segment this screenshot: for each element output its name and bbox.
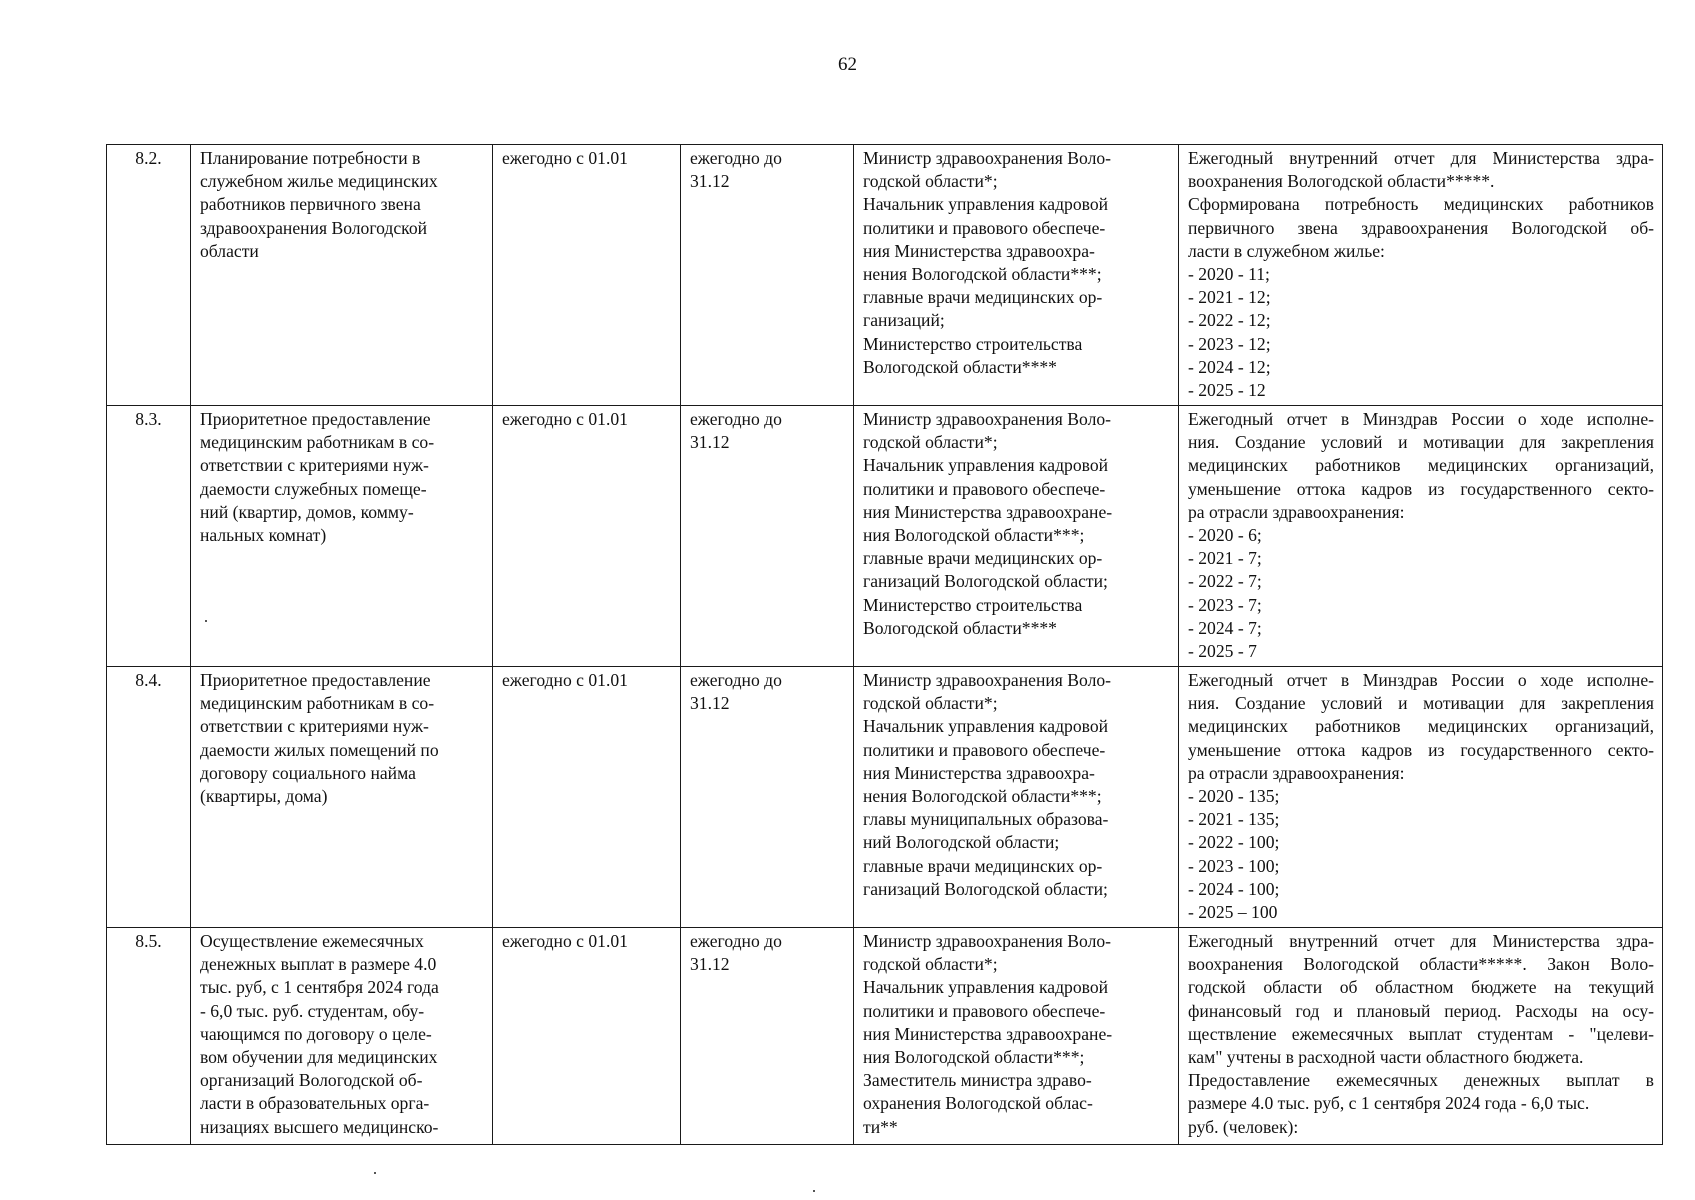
cell-text-line: политики и правового обеспече-	[863, 739, 1106, 760]
cell-text-line: Начальник управления кадровой	[863, 716, 1109, 737]
cell-text-line: уменьшение оттока кадров из государственного секто-	[1188, 478, 1654, 499]
item-number-cell: 8.2.	[107, 145, 191, 406]
cell-text-line: ганизаций Вологодской области;	[863, 571, 1108, 592]
cell-text-line: годской области*;	[863, 432, 998, 453]
cell-text-line: Приоритетное предоставление	[200, 409, 431, 429]
scan-speck	[374, 1172, 376, 1174]
cell-text-line: главные врачи медицинских ор-	[863, 287, 1103, 308]
cell-text-line: служебном жилье медицинских	[200, 171, 438, 192]
cell-text-line: - 2025 – 100	[1188, 902, 1278, 923]
event-name-cell	[191, 928, 493, 1145]
cell-text-line: (квартиры, дома)	[200, 786, 328, 807]
cell-text-line: годской области*;	[863, 954, 998, 975]
cell-text-line: ежегодно до	[690, 148, 782, 168]
cell-text-line: чающимся по договору о целе-	[200, 1023, 432, 1044]
cell-text-line: - 2022 - 100;	[1188, 832, 1280, 853]
cell-text-line: Приоритетное предоставление	[200, 670, 431, 690]
cell-text-line: ласти в образовательных орга-	[200, 1093, 430, 1114]
scan-speck	[205, 620, 207, 622]
cell-text-line: ния. Создание условий и мотивации для закрепления	[1188, 432, 1654, 453]
cell-text-line: Министерство строительства	[863, 594, 1083, 615]
cell-text-line: Начальник управления кадровой	[863, 194, 1109, 215]
responsible-cell	[854, 928, 1179, 1145]
cell-text-line: уменьшение оттока кадров из государственного секто-	[1188, 739, 1654, 760]
item-number-cell: 8.5.	[107, 928, 191, 1145]
cell-text-line: - 2022 - 7;	[1188, 571, 1262, 592]
cell-text-line: первичного звена здравоохранения Вологодской об-	[1188, 217, 1654, 238]
cell-text-line: кам" учтены в расходной части областного бюджета.	[1188, 1047, 1584, 1068]
responsible-cell	[854, 667, 1179, 928]
cell-text-line: - 2020 - 135;	[1188, 786, 1280, 807]
cell-text-line: размере 4.0 тыс. руб, с 1 сентября 2024 года - 6,0 тыс.	[1188, 1093, 1590, 1114]
cell-text-line: ежегодно до	[690, 409, 782, 429]
action-plan-table	[106, 144, 1663, 1145]
cell-text-line: ежегодно до	[690, 931, 782, 951]
cell-text-line: ния Вологодской области***;	[863, 1047, 1085, 1068]
cell-text-line: медицинских работников медицинских организаций,	[1188, 455, 1654, 476]
cell-text-line: Министр здравоохранения Воло-	[863, 409, 1112, 429]
event-name-cell	[191, 145, 493, 406]
cell-text-line: Вологодской области****	[863, 356, 1057, 377]
cell-text-line: Заместитель министра здраво-	[863, 1070, 1092, 1091]
cell-text-line: ответствии с критериями нуж-	[200, 455, 429, 476]
cell-text-line: руб. (человек):	[1188, 1116, 1299, 1137]
item-number-cell: 8.3.	[107, 406, 191, 667]
table-body	[107, 145, 1663, 1145]
cell-text-line: воохранения Вологодской области*****.	[1188, 171, 1495, 192]
end-date-cell	[681, 928, 854, 1145]
cell-text-line: ганизаций Вологодской области;	[863, 878, 1108, 899]
cell-text-line: - 2021 - 135;	[1188, 809, 1280, 830]
cell-text-line: 31.12	[690, 432, 730, 453]
cell-text-line: главные врачи медицинских ор-	[863, 548, 1103, 569]
cell-text-line: низациях высшего медицинско-	[200, 1116, 439, 1137]
cell-text-line: Ежегодный отчет в Минздрав России о ходе исполне-	[1188, 409, 1654, 429]
table-row	[107, 406, 1663, 667]
cell-text-line: нальных комнат)	[200, 525, 327, 546]
cell-text-line: ти**	[863, 1116, 898, 1137]
cell-text-line: главные врачи медицинских ор-	[863, 855, 1103, 876]
cell-text-line: годской области*;	[863, 693, 998, 714]
cell-text-line: годской области*;	[863, 171, 998, 192]
cell-text-line: политики и правового обеспече-	[863, 217, 1106, 238]
start-date-cell: ежегодно с 01.01	[493, 145, 681, 406]
cell-text-line: ния Министерства здравоохра-	[863, 240, 1095, 261]
cell-text-line: ответствии с критериями нуж-	[200, 716, 429, 737]
cell-text-line: ния Министерства здравоохране-	[863, 501, 1113, 522]
scan-speck	[813, 1190, 815, 1192]
cell-text-line: Министр здравоохранения Воло-	[863, 931, 1112, 951]
event-name-cell	[191, 667, 493, 928]
cell-text-line: Предоставление ежемесячных денежных выплат в	[1188, 1070, 1654, 1091]
cell-text-line: Ежегодный отчет в Минздрав России о ходе исполне-	[1188, 670, 1654, 690]
cell-text-line: ний (квартир, домов, комму-	[200, 501, 414, 522]
cell-text-line: - 2024 - 100;	[1188, 878, 1280, 899]
responsible-cell	[854, 406, 1179, 667]
table-row	[107, 667, 1663, 928]
cell-text-line: 31.12	[690, 171, 730, 192]
cell-text-line: организаций Вологодской об-	[200, 1070, 423, 1091]
cell-text-line: Вологодской области****	[863, 617, 1057, 638]
expected-result-cell	[1179, 928, 1663, 1145]
expected-result-cell	[1179, 145, 1663, 406]
cell-text-line: годской области об областном бюджете на текущий	[1188, 977, 1654, 998]
responsible-cell	[854, 145, 1179, 406]
cell-text-line: - 2024 - 7;	[1188, 617, 1262, 638]
cell-text-line: ния Министерства здравоохране-	[863, 1023, 1113, 1044]
cell-text-line: Ежегодный внутренний отчет для Министерства здра-	[1188, 148, 1654, 168]
cell-text-line: - 2025 - 7	[1188, 641, 1257, 662]
cell-text-line: тыс. руб, с 1 сентября 2024 года	[200, 977, 439, 998]
cell-text-line: ра отрасли здравоохранения:	[1188, 501, 1405, 522]
cell-text-line: договору социального найма	[200, 762, 416, 783]
cell-text-line: Ежегодный внутренний отчет для Министерства здра-	[1188, 931, 1654, 951]
table-row	[107, 145, 1663, 406]
cell-text-line: ганизаций;	[863, 310, 945, 331]
cell-text-line: даемости жилых помещений по	[200, 739, 439, 760]
cell-text-line: - 2023 - 12;	[1188, 333, 1271, 354]
cell-text-line: - 2023 - 7;	[1188, 594, 1262, 615]
cell-text-line: Министерство строительства	[863, 333, 1083, 354]
cell-text-line: - 2025 - 12	[1188, 380, 1266, 401]
cell-text-line: политики и правового обеспече-	[863, 478, 1106, 499]
cell-text-line: медицинским работникам в со-	[200, 432, 435, 453]
cell-text-line: главы муниципальных образова-	[863, 809, 1109, 830]
cell-text-line: ния Министерства здравоохра-	[863, 762, 1095, 783]
cell-text-line: ний Вологодской области;	[863, 832, 1060, 853]
cell-text-line: вом обучении для медицинских	[200, 1047, 438, 1068]
cell-text-line: денежных выплат в размере 4.0	[200, 954, 437, 975]
cell-text-line: работников первичного звена	[200, 194, 421, 215]
cell-text-line: финансовый год и плановый период. Расходы на осу-	[1188, 1000, 1654, 1021]
cell-text-line: даемости служебных помеще-	[200, 478, 427, 499]
cell-text-line: 31.12	[690, 954, 730, 975]
cell-text-line: ласти в служебном жилье:	[1188, 240, 1385, 261]
cell-text-line: Планирование потребности в	[200, 148, 421, 168]
cell-text-line: - 2022 - 12;	[1188, 310, 1271, 331]
item-number-cell: 8.4.	[107, 667, 191, 928]
expected-result-cell	[1179, 667, 1663, 928]
cell-text-line: ежегодно до	[690, 670, 782, 690]
cell-text-line: Осуществление ежемесячных	[200, 931, 424, 951]
cell-text-line: Сформирована потребность медицинских работников	[1188, 194, 1654, 215]
cell-text-line: медицинским работникам в со-	[200, 693, 435, 714]
table-row	[107, 928, 1663, 1145]
cell-text-line: медицинских работников медицинских организаций,	[1188, 716, 1654, 737]
cell-text-line: Министр здравоохранения Воло-	[863, 670, 1112, 690]
cell-text-line: - 2021 - 12;	[1188, 287, 1271, 308]
start-date-cell: ежегодно с 01.01	[493, 928, 681, 1145]
cell-text-line: ния Вологодской области***;	[863, 525, 1085, 546]
cell-text-line: - 2020 - 11;	[1188, 264, 1270, 285]
cell-text-line: 31.12	[690, 693, 730, 714]
cell-text-line: ществление ежемесячных выплат студентам - "целеви-	[1188, 1023, 1654, 1044]
cell-text-line: здравоохранения Вологодской	[200, 217, 428, 238]
start-date-cell: ежегодно с 01.01	[493, 667, 681, 928]
cell-text-line: - 2023 - 100;	[1188, 855, 1280, 876]
cell-text-line: - 6,0 тыс. руб. студентам, обу-	[200, 1000, 425, 1021]
cell-text-line: политики и правового обеспече-	[863, 1000, 1106, 1021]
page-number: 62	[838, 54, 857, 75]
start-date-cell: ежегодно с 01.01	[493, 406, 681, 667]
cell-text-line: области	[200, 240, 259, 261]
cell-text-line: - 2020 - 6;	[1188, 525, 1262, 546]
cell-text-line: ния. Создание условий и мотивации для закрепления	[1188, 693, 1654, 714]
cell-text-line: Министр здравоохранения Воло-	[863, 148, 1112, 168]
cell-text-line: - 2024 - 12;	[1188, 356, 1271, 377]
cell-text-line: Начальник управления кадровой	[863, 455, 1109, 476]
cell-text-line: воохранения Вологодской области*****. Закон Воло-	[1188, 954, 1654, 975]
cell-text-line: Начальник управления кадровой	[863, 977, 1109, 998]
expected-result-cell	[1179, 406, 1663, 667]
cell-text-line: ра отрасли здравоохранения:	[1188, 762, 1405, 783]
end-date-cell	[681, 667, 854, 928]
cell-text-line: охранения Вологодской облас-	[863, 1093, 1093, 1114]
cell-text-line: - 2021 - 7;	[1188, 548, 1262, 569]
event-name-cell	[191, 406, 493, 667]
end-date-cell	[681, 145, 854, 406]
end-date-cell	[681, 406, 854, 667]
cell-text-line: нения Вологодской области***;	[863, 264, 1102, 285]
cell-text-line: нения Вологодской области***;	[863, 786, 1102, 807]
